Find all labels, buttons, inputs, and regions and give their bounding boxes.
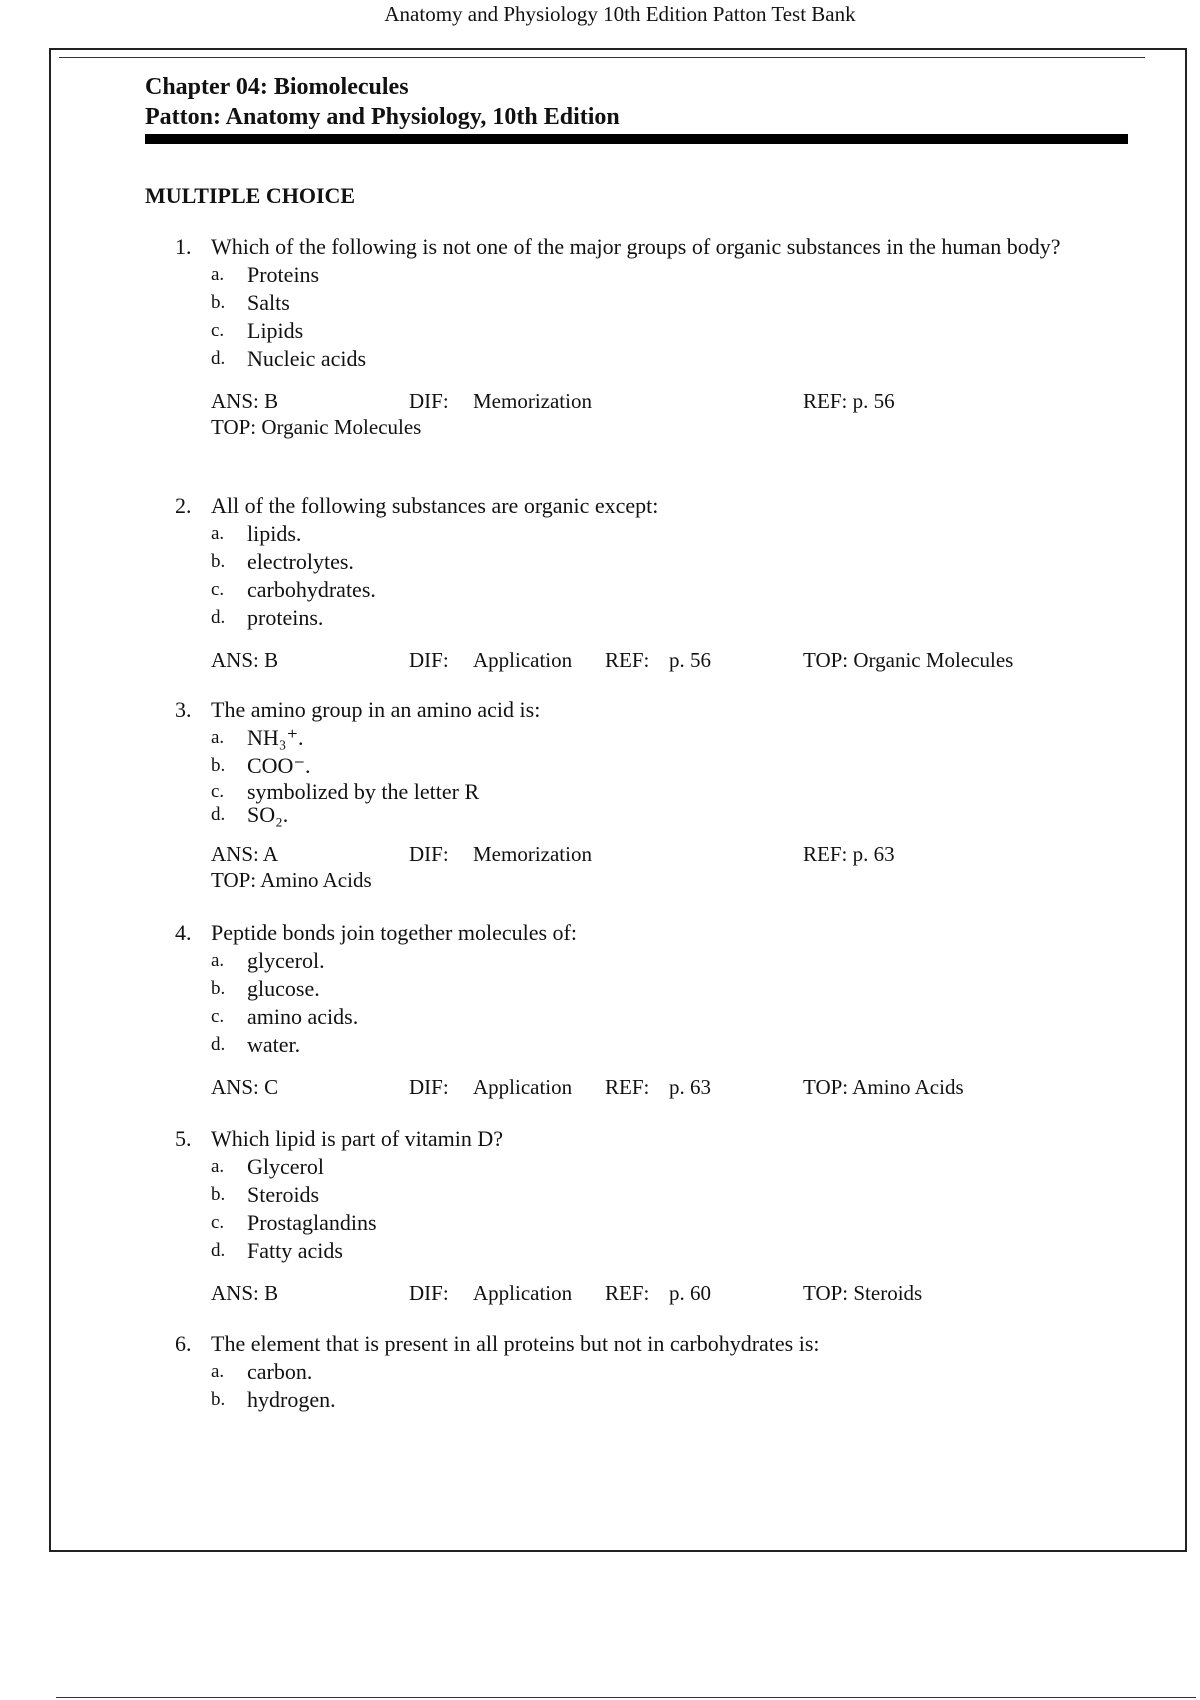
option-letter: a. (211, 1361, 225, 1382)
question-stem (175, 1125, 1135, 1153)
reference: p. 63 (669, 1075, 711, 1099)
difficulty-label: DIF: (409, 389, 449, 413)
option-text: Salts (247, 290, 290, 315)
option-letter: c. (211, 579, 225, 600)
option (211, 604, 1135, 632)
question-5 (175, 1125, 1135, 1307)
option-letter: b. (211, 978, 226, 999)
question-text: Which of the following is not one of the major groups of organic substances in the human body? (211, 234, 1061, 259)
question-stem (175, 919, 1135, 947)
option (211, 1031, 1135, 1059)
option (211, 548, 1135, 576)
answer: ANS: B (211, 389, 279, 413)
question-number: 1. (175, 234, 192, 259)
option-letter: c. (211, 1212, 225, 1233)
option (211, 724, 1135, 752)
topic: TOP: Amino Acids (211, 868, 372, 892)
topic: TOP: Organic Molecules (803, 648, 1014, 672)
difficulty: Memorization (473, 389, 592, 413)
option-letter: a. (211, 950, 225, 971)
options-list (211, 947, 1135, 1059)
option (211, 752, 1135, 780)
question-number: 3. (175, 697, 192, 722)
options-list (211, 520, 1135, 632)
difficulty-label: DIF: (409, 648, 449, 672)
option (211, 804, 1135, 826)
option-text: amino acids. (247, 1004, 359, 1029)
footer-rule (56, 1697, 1196, 1698)
option-text: Nucleic acids (247, 346, 367, 371)
option-text: hydrogen. (247, 1387, 336, 1412)
answer-meta (211, 1073, 1135, 1101)
option (211, 576, 1135, 604)
reference: REF: p. 63 (803, 842, 895, 866)
answer-meta (211, 387, 1135, 441)
options-list (211, 261, 1135, 373)
option (211, 520, 1135, 548)
difficulty-label: DIF: (409, 842, 449, 866)
option-text: water. (247, 1032, 301, 1057)
option-letter: a. (211, 264, 225, 285)
options-list (211, 724, 1135, 826)
option (211, 975, 1135, 1003)
reference-label: REF: (605, 648, 650, 672)
question-text: Peptide bonds join together molecules of: (211, 920, 577, 945)
option (211, 947, 1135, 975)
answer: ANS: B (211, 1281, 279, 1305)
page-header: Anatomy and Physiology 10th Edition Patton Test Bank (384, 2, 856, 26)
reference: REF: p. 56 (803, 389, 895, 413)
question-stem (175, 492, 1135, 520)
option-letter: a. (211, 523, 225, 544)
reference-label: REF: (605, 1281, 650, 1305)
topic: TOP: Amino Acids (803, 1075, 964, 1099)
difficulty: Memorization (473, 842, 592, 866)
option-letter: c. (211, 320, 225, 341)
option (211, 1153, 1135, 1181)
difficulty: Application (473, 1281, 573, 1305)
option-letter: c. (211, 1006, 225, 1027)
option-text: NH₃⁺. (247, 725, 304, 750)
question-stem (175, 696, 1135, 724)
book-title: Patton: Anatomy and Physiology, 10th Edition (145, 104, 620, 130)
option (211, 1386, 1135, 1414)
chapter-heading (145, 72, 1125, 144)
option-text: COO⁻. (247, 753, 311, 778)
difficulty: Application (473, 648, 573, 672)
topic: TOP: Organic Molecules (211, 415, 422, 439)
option (211, 1181, 1135, 1209)
option-text: Glycerol (247, 1154, 324, 1179)
option-text: electrolytes. (247, 549, 354, 574)
options-list (211, 1358, 1135, 1414)
chapter-title: Chapter 04: Biomolecules (145, 74, 409, 100)
option-letter: c. (211, 781, 225, 802)
frame-top-rule (59, 57, 1145, 58)
option-text: glucose. (247, 976, 320, 1001)
option-text: Lipids (247, 318, 304, 343)
option-letter: b. (211, 1184, 226, 1205)
question-stem (175, 233, 1135, 261)
option-letter: d. (211, 1240, 226, 1261)
option-text: proteins. (247, 605, 324, 630)
title-rule (145, 134, 1128, 144)
option-letter: a. (211, 1156, 225, 1177)
option-text: carbon. (247, 1359, 313, 1384)
difficulty: Application (473, 1075, 573, 1099)
option-letter: d. (211, 607, 226, 628)
question-number: 4. (175, 920, 192, 945)
question-number: 6. (175, 1331, 192, 1356)
options-list (211, 1153, 1135, 1265)
answer: ANS: A (211, 842, 279, 866)
question-3 (175, 696, 1135, 894)
option-letter: b. (211, 1389, 226, 1410)
option-letter: d. (211, 804, 226, 825)
question-6 (175, 1330, 1135, 1414)
option-text: Steroids (247, 1182, 320, 1207)
question-text: The amino group in an amino acid is: (211, 697, 541, 722)
option-letter: b. (211, 551, 226, 572)
question-stem (175, 1330, 1135, 1358)
option (211, 345, 1135, 373)
option (211, 780, 1135, 804)
question-text: The element that is present in all proteins but not in carbohydrates is: (211, 1331, 820, 1356)
option-text: symbolized by the letter R (247, 779, 480, 804)
option (211, 317, 1135, 345)
answer-meta (211, 1279, 1135, 1307)
option (211, 1237, 1135, 1265)
option-letter: a. (211, 727, 225, 748)
option (211, 289, 1135, 317)
option (211, 1003, 1135, 1031)
answer-meta (211, 646, 1135, 674)
section-heading: MULTIPLE CHOICE (145, 183, 356, 208)
option-letter: b. (211, 755, 226, 776)
question-number: 5. (175, 1126, 192, 1151)
option-text: Proteins (247, 262, 320, 287)
reference-label: REF: (605, 1075, 650, 1099)
answer-meta (211, 840, 1135, 894)
question-text: Which lipid is part of vitamin D? (211, 1126, 504, 1151)
content-frame (49, 48, 1187, 1552)
question-text: All of the following substances are organic except: (211, 493, 659, 518)
option (211, 1358, 1135, 1386)
question-1 (175, 233, 1135, 441)
option-letter: d. (211, 348, 226, 369)
question-4 (175, 919, 1135, 1101)
option-text: SO₂. (247, 802, 289, 827)
option-text: lipids. (247, 521, 302, 546)
option-letter: b. (211, 292, 226, 313)
difficulty-label: DIF: (409, 1281, 449, 1305)
option-letter: d. (211, 1034, 226, 1055)
option-text: Fatty acids (247, 1238, 343, 1263)
reference: p. 60 (669, 1281, 711, 1305)
difficulty-label: DIF: (409, 1075, 449, 1099)
option-text: carbohydrates. (247, 577, 376, 602)
question-number: 2. (175, 493, 192, 518)
answer: ANS: B (211, 648, 279, 672)
question-2 (175, 492, 1135, 674)
option-text: glycerol. (247, 948, 325, 973)
option (211, 1209, 1135, 1237)
option-text: Prostaglandins (247, 1210, 377, 1235)
option (211, 261, 1135, 289)
answer: ANS: C (211, 1075, 279, 1099)
reference: p. 56 (669, 648, 711, 672)
topic: TOP: Steroids (803, 1281, 923, 1305)
